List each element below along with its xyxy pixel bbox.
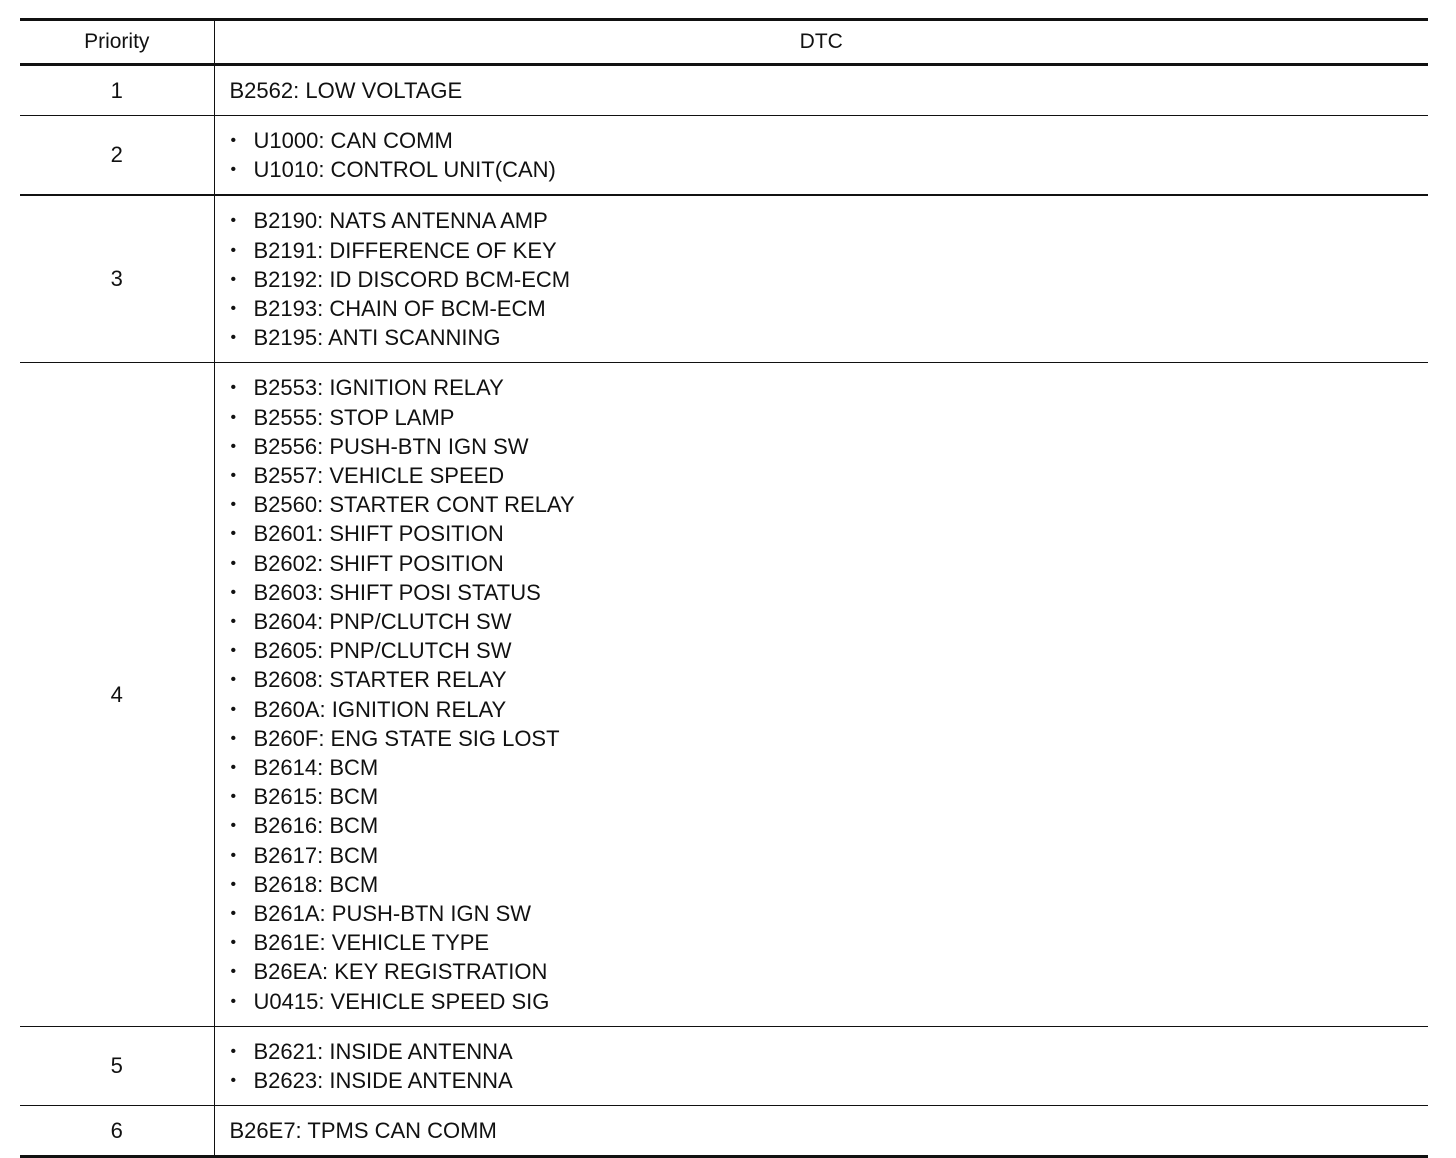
dtc-list-item: • B2603: SHIFT POSI STATUS: [230, 578, 1429, 607]
dtc-list-item: • B2614: BCM: [230, 753, 1429, 782]
dtc-cell: [214, 363, 1428, 1026]
dtc-cell: B2562: LOW VOLTAGE: [214, 65, 1428, 116]
table-row-priority-6: [20, 1106, 1428, 1157]
dtc-cell: [214, 195, 1428, 363]
table-header-row: [20, 20, 1428, 65]
dtc-cell: B26E7: TPMS CAN COMM: [214, 1106, 1428, 1157]
dtc-list-item: • B2553: IGNITION RELAY: [230, 373, 1429, 402]
dtc-list-item: • B2560: STARTER CONT RELAY: [230, 490, 1429, 519]
dtc-priority-table: [20, 18, 1428, 1158]
dtc-list-item: • B2623: INSIDE ANTENNA: [230, 1066, 1429, 1095]
dtc-cell: [214, 1026, 1428, 1105]
dtc-list-item: • B2192: ID DISCORD BCM-ECM: [230, 265, 1429, 294]
dtc-list-item: • B2602: SHIFT POSITION: [230, 549, 1429, 578]
dtc-list-item: • U1000: CAN COMM: [230, 126, 1429, 155]
dtc-list-item: • B2556: PUSH-BTN IGN SW: [230, 432, 1429, 461]
dtc-list: [230, 126, 1429, 184]
dtc-list-item: • B2193: CHAIN OF BCM-ECM: [230, 294, 1429, 323]
dtc-list-item: • B2191: DIFFERENCE OF KEY: [230, 236, 1429, 265]
dtc-list: [230, 1037, 1429, 1095]
dtc-list-item: • B261E: VEHICLE TYPE: [230, 928, 1429, 957]
table-row-priority-3: [20, 195, 1428, 363]
priority-cell: 4: [20, 363, 214, 1026]
dtc-list-item: • B2617: BCM: [230, 841, 1429, 870]
dtc-column-header: DTC: [214, 20, 1428, 65]
table-row-priority-5: [20, 1026, 1428, 1105]
dtc-list-item: • B2190: NATS ANTENNA AMP: [230, 206, 1429, 235]
dtc-list-item: • B2195: ANTI SCANNING: [230, 323, 1429, 352]
dtc-list-item: • B2621: INSIDE ANTENNA: [230, 1037, 1429, 1066]
dtc-list-item: • B2605: PNP/CLUTCH SW: [230, 636, 1429, 665]
dtc-list-item: • B261A: PUSH-BTN IGN SW: [230, 899, 1429, 928]
dtc-cell: [214, 116, 1428, 196]
dtc-list-item: • B2555: STOP LAMP: [230, 403, 1429, 432]
table-row-priority-4: [20, 363, 1428, 1026]
dtc-list-item: • B260F: ENG STATE SIG LOST: [230, 724, 1429, 753]
dtc-list-item: • B2601: SHIFT POSITION: [230, 519, 1429, 548]
table-row-priority-1: [20, 65, 1428, 116]
priority-cell: 6: [20, 1106, 214, 1157]
dtc-list-item: • B260A: IGNITION RELAY: [230, 695, 1429, 724]
priority-cell: 3: [20, 195, 214, 363]
dtc-list: [230, 373, 1429, 1015]
dtc-list-item: • B26EA: KEY REGISTRATION: [230, 957, 1429, 986]
dtc-list-item: • B2618: BCM: [230, 870, 1429, 899]
dtc-list-item: • B2608: STARTER RELAY: [230, 665, 1429, 694]
priority-cell: 1: [20, 65, 214, 116]
dtc-list-item: • B2615: BCM: [230, 782, 1429, 811]
table-row-priority-2: [20, 116, 1428, 196]
dtc-list-item: • B2557: VEHICLE SPEED: [230, 461, 1429, 490]
dtc-list-item: • B2604: PNP/CLUTCH SW: [230, 607, 1429, 636]
dtc-list: [230, 206, 1429, 352]
dtc-list-item: • U1010: CONTROL UNIT(CAN): [230, 155, 1429, 184]
dtc-list-item: • B2616: BCM: [230, 811, 1429, 840]
priority-cell: 2: [20, 116, 214, 196]
priority-cell: 5: [20, 1026, 214, 1105]
dtc-list-item: • U0415: VEHICLE SPEED SIG: [230, 987, 1429, 1016]
priority-column-header: Priority: [20, 20, 214, 65]
